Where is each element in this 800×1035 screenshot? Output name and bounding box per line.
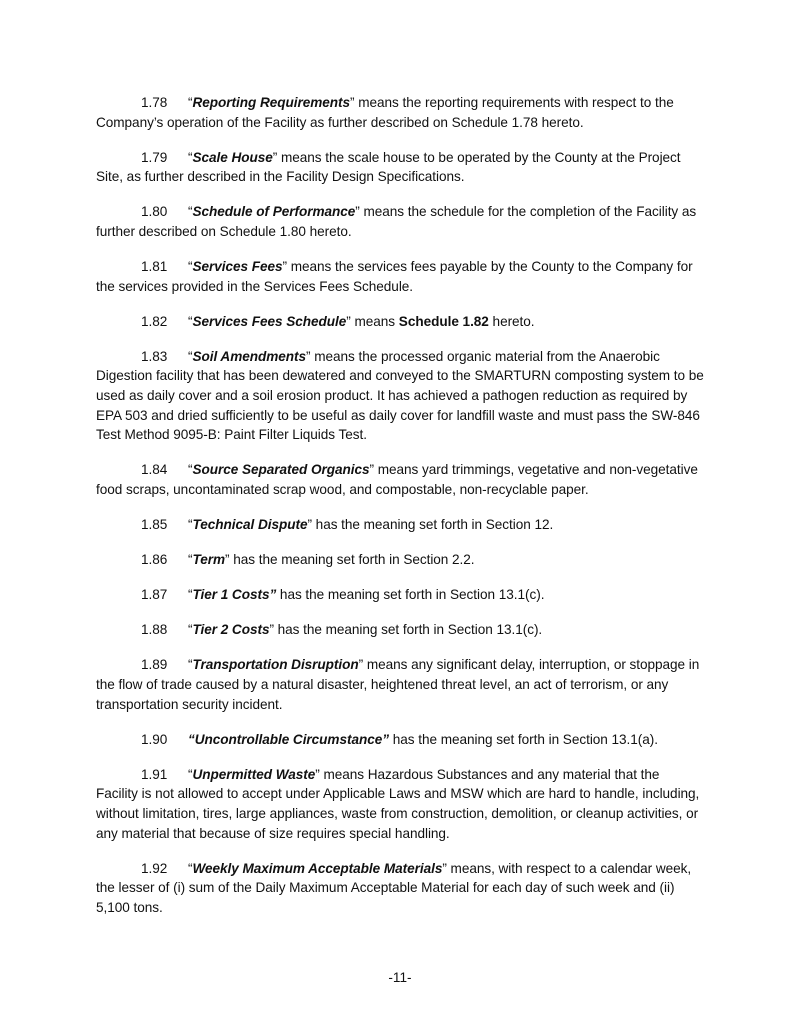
open-quote: “: [188, 204, 193, 220]
open-quote: “: [188, 517, 193, 532]
section-number: 1.87: [141, 587, 168, 603]
close-quote: ”: [355, 204, 360, 220]
definition-text: means, with respect to a calendar week, the lesser of (i) sum of the Daily Maximum Acceptable Material for each day of such week and (ii) 5,100 tons.: [96, 860, 692, 915]
definition-1-83: [96, 347, 704, 445]
definition-text: means any significant delay, interruption, or stoppage in the flow of trade caused by a natural disaster, heightened threat level, an act of terrorism, or any transportation security incident.: [96, 657, 700, 712]
defined-term: Scale House: [192, 149, 273, 165]
definition-1-88: [96, 620, 704, 640]
section-number: 1.92: [141, 860, 168, 876]
open-quote: “: [188, 860, 193, 876]
defined-term: Term: [192, 552, 226, 568]
definition-1-79: [96, 148, 704, 187]
section-number: 1.79: [141, 149, 168, 165]
definition-text: has the meaning set forth in Section 13.1(a).: [389, 731, 658, 747]
section-number: 1.89: [141, 657, 168, 673]
definition-1-82: [96, 312, 704, 332]
definition-text: has the meaning set forth in Section 2.2.: [229, 552, 475, 568]
definition-1-81: [96, 257, 704, 296]
definition-1-84: [96, 460, 704, 499]
open-quote: “: [188, 552, 193, 568]
defined-term: Services Fees: [192, 259, 283, 275]
close-quote: ”: [369, 462, 375, 478]
definition-text: means: [350, 313, 399, 329]
close-quote: ”: [307, 517, 312, 532]
defined-term: Schedule of Performance: [192, 204, 356, 220]
definition-text: means the reporting requirements with respect to the Company’s operation of the Facility as further described on Schedule 1.78 hereto.: [96, 95, 674, 130]
open-quote: “: [188, 95, 193, 110]
close-quote: ”: [306, 348, 311, 364]
definition-1-80: [96, 202, 704, 241]
definition-text: has the meaning set forth in Section 13.1(c).: [276, 587, 545, 603]
defined-term: Tier 1 Costs”: [192, 587, 277, 603]
close-quote: ”: [442, 860, 447, 876]
definition-1-85: [96, 515, 704, 535]
defined-term: Soil Amendments: [192, 348, 307, 364]
open-quote: “: [188, 149, 193, 165]
section-number: 1.81: [141, 259, 168, 275]
definition-1-90: [96, 730, 704, 750]
section-number: 1.85: [141, 517, 168, 532]
open-quote: “: [188, 462, 193, 478]
defined-term: Technical Dispute: [192, 517, 308, 532]
section-number: 1.84: [141, 462, 168, 478]
definition-1-87: [96, 585, 704, 605]
defined-term: Transportation Disruption: [192, 657, 359, 673]
definition-text: has the meaning set forth in Section 12.: [311, 517, 554, 532]
close-quote: ”: [315, 766, 320, 782]
definition-1-86: [96, 550, 704, 570]
close-quote: ”: [272, 149, 278, 165]
section-number: 1.80: [141, 204, 168, 220]
schedule-reference: Schedule 1.82: [398, 313, 489, 329]
definition-text: has the meaning set forth in Section 13.1(c).: [273, 622, 543, 638]
document-body: [96, 93, 704, 933]
definition-text: means the services fees payable by the County to the Company for the services provided in the Services Fees Schedule.: [96, 259, 693, 294]
defined-term: Unpermitted Waste: [192, 766, 316, 782]
definition-1-91: [96, 765, 704, 843]
section-number: 1.90: [141, 731, 168, 747]
section-number: 1.91: [141, 766, 168, 782]
definition-text-end: hereto.: [488, 313, 535, 329]
section-number: 1.83: [141, 348, 168, 364]
open-quote: “: [188, 259, 193, 275]
defined-term: Reporting Requirements: [192, 95, 350, 110]
defined-term: Source Separated Organics: [192, 462, 370, 478]
open-quote: “: [188, 657, 193, 673]
defined-term: “Uncontrollable Circumstance”: [188, 731, 389, 747]
defined-term: Tier 2 Costs: [192, 622, 270, 638]
definition-text: means the schedule for the completion of the Facility as further described on Schedule 1.80 hereto.: [96, 204, 697, 239]
open-quote: “: [188, 766, 193, 782]
defined-term: Services Fees Schedule: [192, 313, 347, 329]
close-quote: ”: [350, 95, 355, 110]
close-quote: ”: [358, 657, 364, 673]
section-number: 1.86: [141, 552, 168, 568]
definition-1-92: [96, 859, 704, 918]
definition-text: means the scale house to be operated by the County at the Project Site, as further described in the Facility Design Specifications.: [96, 149, 681, 185]
open-quote: “: [188, 348, 193, 364]
definition-text: means Hazardous Substances and any material that the Facility is not allowed to accept under Applicable Laws and MSW which are hard to handle, including, without limitation, tires, large appliances, waste from construction, demolition, or cleanup activities, or any material that because of size requires special handling.: [96, 766, 700, 841]
section-number: 1.82: [141, 313, 168, 329]
open-quote: “: [188, 313, 193, 329]
close-quote: ”: [269, 622, 274, 638]
definition-text: means the processed organic material from the Anaerobic Digestion facility that has been dewatered and conveyed to the SMARTURN composting system to be used as daily cover and a soil erosion product. It has achieved a pathogen reduction as required by EPA 503 and dried sufficiently to be useful as daily cover for landfill waste and must pass the SW-846 Test Method 9095-B: Paint Filter Liquids Test.: [96, 348, 704, 443]
section-number: 1.88: [141, 622, 168, 638]
definition-text: means yard trimmings, vegetative and non-vegetative food scraps, uncontaminated scrap wood, and compostable, non-recyclable paper.: [96, 462, 698, 497]
defined-term: Weekly Maximum Acceptable Materials: [192, 860, 443, 876]
close-quote: ”: [225, 552, 230, 568]
open-quote: “: [188, 622, 193, 638]
page-number: -11-: [388, 970, 412, 985]
definition-1-89: [96, 655, 704, 714]
close-quote: ”: [346, 313, 351, 329]
open-quote: “: [188, 587, 193, 603]
section-number: 1.78: [141, 95, 168, 110]
close-quote: ”: [282, 259, 288, 275]
definition-1-78: [96, 93, 704, 132]
